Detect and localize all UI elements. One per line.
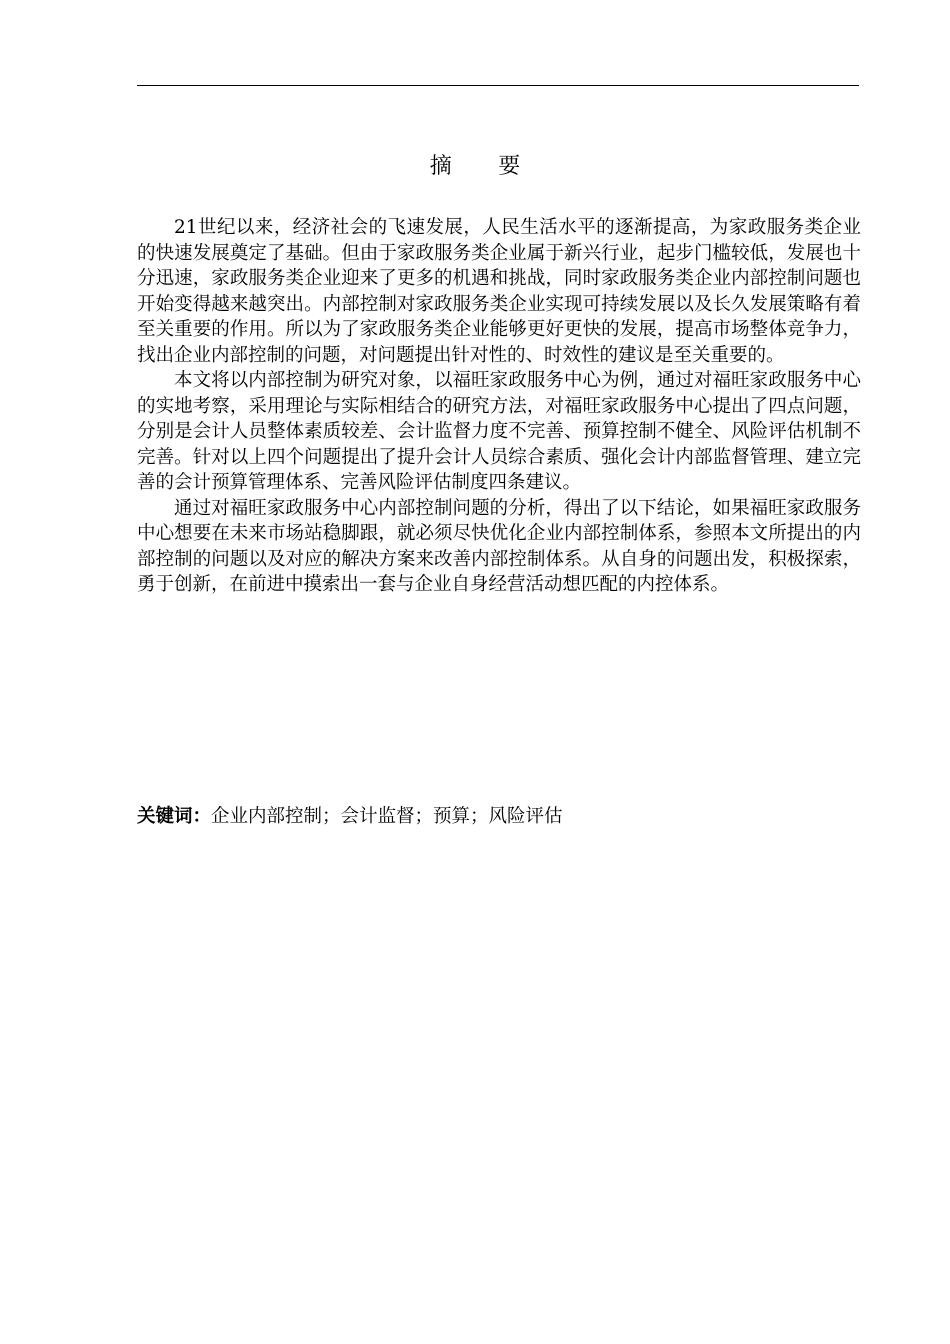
header-rule (137, 85, 859, 86)
page-title: 摘 要 (429, 154, 541, 179)
abstract-paragraph-1: 21世纪以来，经济社会的飞速发展，人民生活水平的逐渐提高，为家政服务类企业的快速发展奠定了基础。但由于家政服务类企业属于新兴行业，起步门槛较低，发展也十分迅速，家政服务类企业迎来了更多的机遇和挑战，同时家政服务类企业内部控制问题也开始变得越来越突出。内部控制对家政服务类企业实现可持续发展以及长久发展策略有着至关重要的作用。所以为了家政服务类企业能够更好更快的发展，提高市场整体竞争力，找出企业内部控制的问题，对问题提出针对性的、时效性的建议是至关重要的。 (137, 217, 861, 366)
abstract-paragraph-2: 本文将以内部控制为研究对象，以福旺家政服务中心为例，通过对福旺家政服务中心的实地考察，采用理论与实际相结合的研究方法，对福旺家政服务中心提出了四点问题，分别是会计人员整体素质较差、会计监督力度不完善、预算控制不健全、风险评估机制不完善。针对以上四个问题提出了提升会计人员综合素质、强化会计内部监督管理、建立完善的会计预算管理体系、完善风险评估制度四条建议。 (137, 370, 861, 493)
keywords-label: 关键词： (137, 806, 212, 827)
abstract-paragraph-3: 通过对福旺家政服务中心内部控制问题的分析，得出了以下结论，如果福旺家政服务中心想要在未来市场站稳脚跟，就必须尽快优化企业内部控制体系，参照本文所提出的内部控制的问题以及对应的解决方案来改善内部控制体系。从自身的问题出发，积极探索，勇于创新，在前进中摸索出一套与企业自身经营活动想匹配的内控体系。 (137, 497, 861, 595)
keywords-line (137, 804, 861, 830)
keywords-value: 企业内部控制；会计监督；预算；风险评估 (211, 806, 563, 827)
abstract-body (137, 215, 861, 598)
